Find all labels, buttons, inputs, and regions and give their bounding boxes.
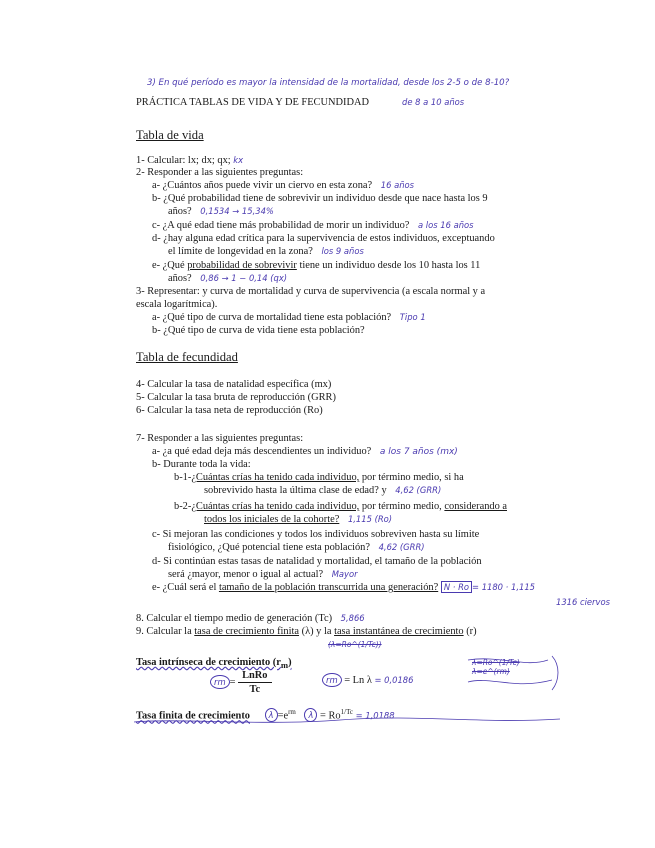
rm2-circled: rm [322, 673, 342, 687]
title-handwritten-note: de 8 a 10 años [402, 97, 465, 107]
question-7d-line1: d- Si continúan estas tasas de natalidad y mortalidad, el tamaño de la población [152, 556, 482, 567]
question-7b2-underlined: ¿Cuántas crías ha tenido cada individuo, [191, 501, 360, 512]
section-heading-life-table: Tabla de vida [136, 128, 204, 142]
question-e-answer: 0,86 → 1 − 0,14 (qx) [200, 273, 288, 283]
question-3a-text: a- ¿Qué tipo de curva de mortalidad tiene esta población? [152, 312, 392, 323]
side-brace [552, 656, 558, 690]
question-7d-answer: Mayor [331, 569, 358, 579]
question-d-line1: d- ¿hay alguna edad crítica para la supervivencia de estos individuos, exceptuando [152, 233, 495, 244]
question-7b1-pre: b-1- [174, 472, 192, 483]
rm-eq: = [229, 676, 236, 688]
item-8-answer: 5,866 [340, 613, 365, 623]
item-9-underlined-1: tasa de crecimiento finita [194, 626, 300, 637]
question-c-answer: a los 16 años [418, 220, 474, 230]
question-7e-answer: = 1180 · 1,115 [472, 582, 535, 592]
question-b-answer: 0,1534 → 15,34% [200, 206, 274, 216]
question-7b1-underlined: ¿Cuántas crías ha tenido cada individuo, [191, 472, 360, 483]
question-b-line1: b- ¿Qué probabilidad tiene de sobrevivir un individuo desde que nace hasta los 9 [152, 193, 488, 204]
page-title: PRÁCTICA TABLAS DE VIDA Y DE FECUNDIDAD [136, 97, 369, 108]
question-a-answer: 16 años [380, 180, 415, 190]
rm-circled: rm [210, 675, 230, 689]
e-rm: =e [277, 710, 289, 722]
ln-lambda: = Ln λ [344, 675, 372, 686]
top-handwritten-note: 3) En qué período es mayor la intensidad de la mortalidad, desde los 2-5 o de 8-10? [147, 78, 510, 88]
question-7e-underlined: tamaño de la población transcurrida una generación? [218, 582, 439, 593]
question-b-text: años? [168, 206, 192, 217]
scribbled-note: (λ=Ro^(1/Tc)) [328, 640, 382, 649]
question-7b2-text: todos los iniciales de la cohorte? [204, 514, 340, 525]
question-e-underlined: probabilidad de sobrevivir [187, 260, 297, 271]
item-1-note: kx [233, 155, 244, 165]
question-7b2-pre: b-2- [174, 501, 192, 512]
question-d-text: el límite de longevidad en la zona? [168, 246, 313, 257]
lambda2-circled: λ [304, 708, 317, 722]
item-4: 4- Calcular la tasa de natalidad específica (mx) [136, 379, 332, 390]
item-3-line2: escala logarítmica). [136, 299, 218, 310]
lambda1-circled: λ [265, 708, 278, 722]
item-9-post: (r) [463, 626, 477, 637]
fraction-denominator: Tc [249, 684, 261, 695]
rm-answer: = 0,0186 [374, 675, 414, 685]
question-7a-answer: a los 7 años (mx) [379, 447, 458, 457]
item-9-mid: (λ) y la [299, 626, 335, 637]
section-heading-fecundity-table: Tabla de fecundidad [136, 350, 238, 364]
question-e-pre: e- ¿Qué [152, 260, 188, 271]
question-7b2-answer: 1,115 (Ro) [347, 514, 393, 524]
item-1-text: 1- Calcular: lx; dx; qx; [136, 155, 231, 166]
item-2: 2- Responder a las siguientes preguntas: [136, 167, 304, 178]
question-7b1-answer: 4,62 (GRR) [395, 485, 442, 495]
question-7b1-text: sobrevivido hasta la última clase de edad? y [204, 485, 387, 496]
intrinsic-rate-close: ) [288, 657, 292, 668]
question-7e-pre: e- ¿Cuál será el [152, 582, 219, 593]
item-3-line1: 3- Representar: y curva de mortalidad y curva de supervivencia (a escala normal y a [136, 286, 486, 297]
question-c-text: c- ¿A qué edad tiene más probabilidad de morir un individuo? [152, 220, 410, 231]
item-6: 6- Calcular la tasa neta de reproducción (Ro) [136, 405, 323, 416]
question-7e-result: 1316 ciervos [556, 597, 610, 607]
lambda-answer: = 1,0188 [355, 710, 395, 721]
bottom-underline [134, 718, 560, 722]
intrinsic-rate-sub: m [280, 660, 289, 671]
intrinsic-rate-text: Tasa intrínseca de crecimiento (r [136, 657, 281, 668]
finite-rate-label: Tasa finita de crecimiento [136, 710, 250, 722]
item-9-underlined-2: tasa instantánea de crecimiento [334, 626, 464, 637]
fraction-numerator: LnRo [238, 669, 271, 683]
question-7b2-mid: por término medio, [359, 501, 445, 512]
item-5: 5- Calcular la tasa bruta de reproducción (GRR) [136, 392, 336, 403]
question-7b1-post: por término medio, si ha [359, 472, 464, 483]
question-d-answer: los 9 años [321, 246, 364, 256]
question-e-text: años? [168, 273, 192, 284]
question-7b: b- Durante toda la vida: [152, 459, 251, 470]
question-7d-text: será ¿mayor, menor o igual al actual? [168, 569, 324, 580]
question-3a-answer: Tipo 1 [399, 312, 426, 322]
item-9-pre: 9. Calcular la [136, 626, 195, 637]
question-7a-text: a- ¿a qué edad deja más descendientes un individuo? [152, 446, 372, 457]
question-3b: b- ¿Qué tipo de curva de vida tiene esta población? [152, 325, 365, 336]
side-note-2: λ=e^(rm) [472, 667, 510, 676]
e-rm-sup: rm [288, 708, 296, 716]
question-e-post: tiene un individuo desde los 10 hasta los 11 [296, 260, 481, 271]
side-note-1: λ=Ro^(1/Tc) [472, 658, 520, 667]
item-7: 7- Responder a las siguientes preguntas: [136, 433, 304, 444]
ro-expr: = Ro [320, 710, 341, 722]
question-a-text: a- ¿Cuántos años puede vivir un ciervo en esta zona? [152, 180, 373, 191]
question-7b2-underlined-2: considerando a [444, 501, 507, 512]
item-8-text: 8. Calcular el tiempo medio de generación (Tc) [136, 613, 333, 624]
question-7e-boxed-formula: N · Ro [441, 581, 472, 593]
question-7c-line1: c- Si mejoran las condiciones y todos los individuos sobreviven hasta su límite [152, 529, 480, 540]
question-7c-text: fisiológico, ¿Qué potencial tiene esta población? [168, 542, 370, 553]
ro-sup: 1/Tc [340, 708, 353, 716]
question-7c-answer: 4,62 (GRR) [378, 542, 425, 552]
side-scribble [468, 659, 552, 684]
